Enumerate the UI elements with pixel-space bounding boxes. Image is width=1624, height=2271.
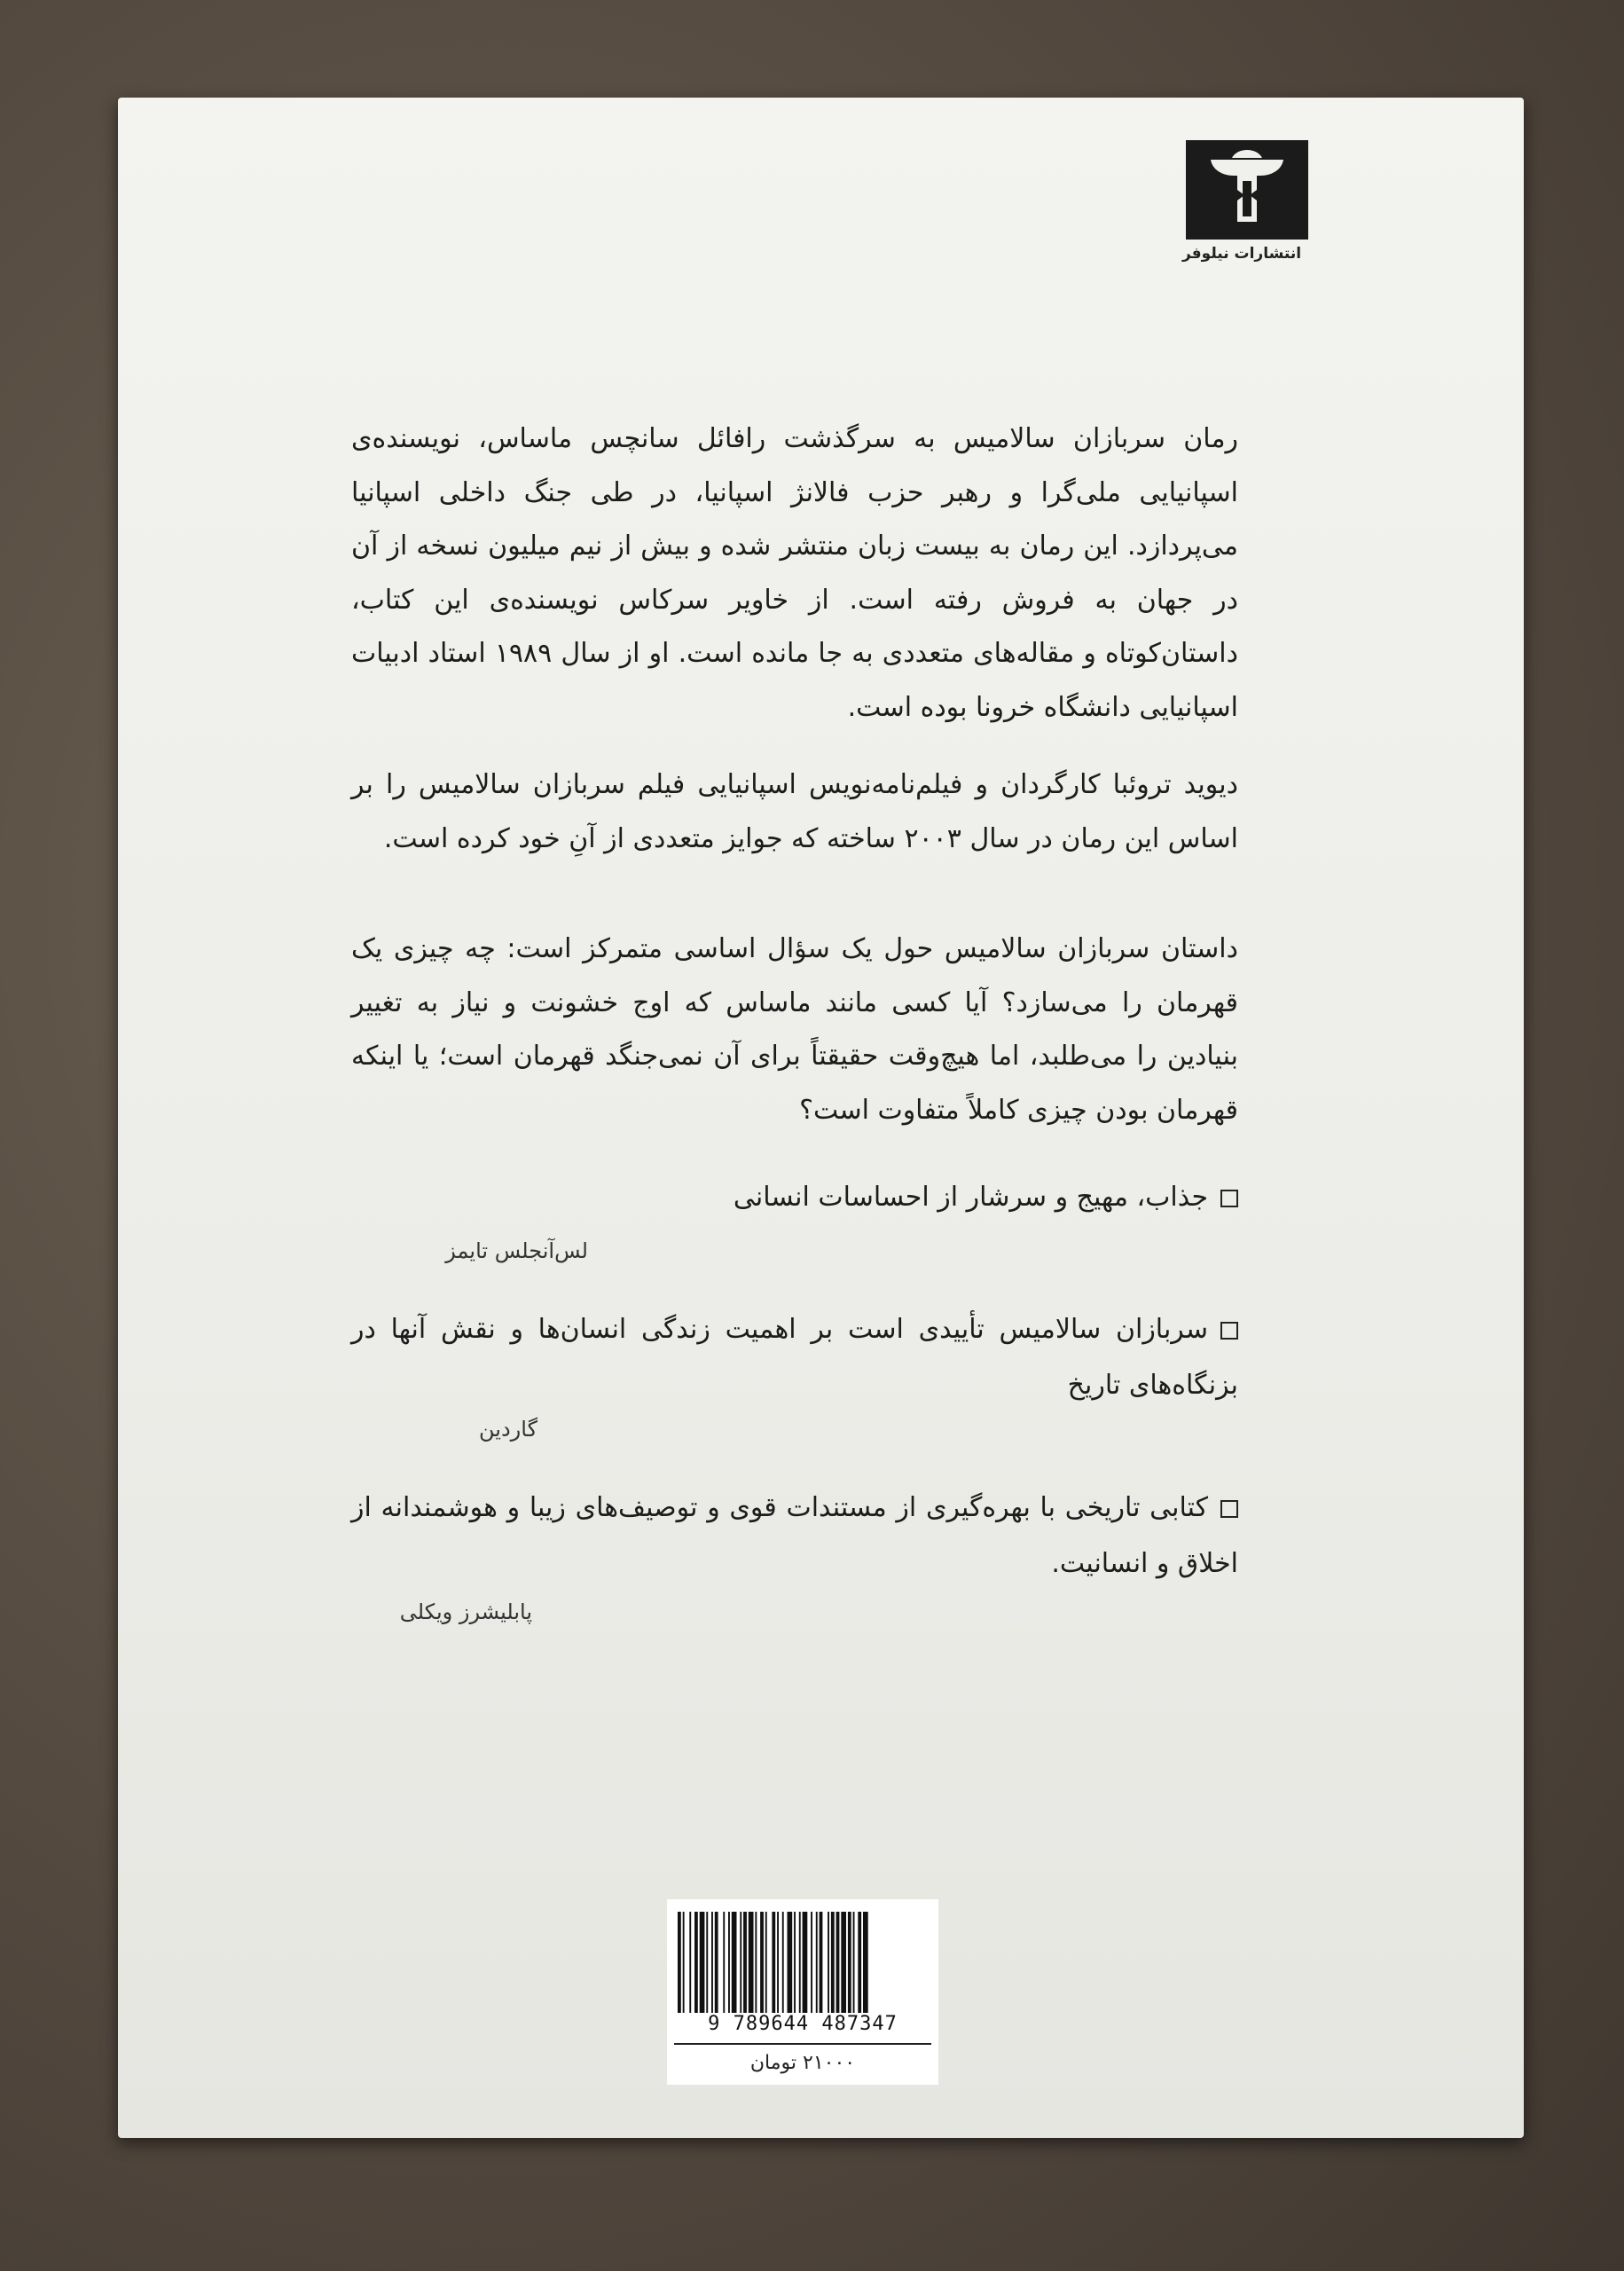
barcode-bar [749,1912,754,2013]
barcode-bar [799,1912,801,2013]
niloufar-logo-icon [1186,140,1308,240]
barcode-bar [828,1912,829,2013]
barcode-bar [863,1912,868,2013]
square-bullet-icon [1220,1500,1238,1518]
barcode-bar [760,1912,764,2013]
barcode-bar [689,1912,691,2013]
barcode-bar [723,1912,725,2013]
barcode-bar [782,1912,784,2013]
review-source: گاردین [479,1417,537,1442]
barcode-bar [848,1912,851,2013]
review-quote [351,1301,1238,1413]
isbn-number: 9 789644 487347 [708,2013,898,2035]
barcode-bar [694,1912,698,2013]
barcode-bar [732,1912,737,2013]
barcode-bar [794,1912,796,2013]
barcode-bar [743,1912,747,2013]
barcode-bar [788,1912,793,2013]
divider [674,2043,931,2045]
barcode-label [667,1899,938,2085]
barcode-bar [772,1912,775,2013]
barcode-bar [777,1912,779,2013]
barcode-bar [711,1912,713,2013]
barcode-icon [674,1912,926,2013]
barcode-bar [816,1912,818,2013]
barcode-bar [755,1912,757,2013]
barcode-bar [853,1912,855,2013]
barcode-bar [858,1912,861,2013]
publisher-name: انتشارات نیلوفر [1181,245,1302,263]
description-paragraph: رمان سربازان سالامیس به سرگذشت رافائل سانچس ماساس، نویسنده‌ی اسپانیایی ملی‌گرا و رهبر حزب فالانژ اسپانیا، در طی جنگ داخلی اسپانیا می‌پردازد. این رمان به بیست زبان منتشر شده و بیش از نیم میلیون نسخه از آن در جهان به فروش رفته است. از خاویر سرکاس نویسنده‌ی این کتاب، داستان‌کوتاه و مقاله‌های متعددی به جا مانده است. او از سال ۱۹۸۹ استاد ادبیات اسپانیایی دانشگاه خرونا بوده است. [351,423,1239,723]
barcode-bar [683,1912,685,2013]
square-bullet-icon [1220,1190,1238,1207]
barcode-bar [700,1912,705,2013]
barcode-bar [715,1912,718,2013]
description-paragraph: داستان سربازان سالامیس حول یک سؤال اساسی متمرکز است: چه چیزی یک قهرمان را می‌سازد؟ آیا کسی مانند ماساس که اوج خشونت و نیاز به تغییر بنیادین را می‌طلبد، اما هیچ‌وقت حقیقتاً برای آن نمی‌جنگد قهرمان است؛ یا اینکه قهرمان بودن چیزی کاملاً متفاوت است؟ [351,933,1238,1126]
review-text: سربازان سالامیس تأییدی است بر اهمیت زندگی انسان‌ها و نقش آنها در بزنگاه‌های تاریخ [351,1314,1238,1401]
barcode-bar [803,1912,808,2013]
review-quote [351,1480,1238,1591]
barcode-bar [811,1912,812,2013]
review-quote [351,1169,1238,1225]
barcode-bar [678,1912,681,2013]
barcode-bar [740,1912,741,2013]
barcode-bar [820,1912,823,2013]
logo-mark [1186,140,1308,240]
barcode-bar [831,1912,835,2013]
review-source: پابلیشرز ویکلی [399,1599,532,1624]
barcode-bar [836,1912,840,2013]
description-paragraph: دیوید تروئبا کارگردان و فیلم‌نامه‌نویس اسپانیایی فیلم سربازان سالامیس را بر اساس این رمان در سال ۲۰۰۳ ساخته که جوایز متعددی از آنِ خود کرده است. [351,769,1238,854]
review-text: جذاب، مهیج و سرشار از احساسات انسانی [733,1182,1208,1213]
square-bullet-icon [1220,1322,1238,1340]
barcode-bar [706,1912,708,2013]
review-source: لس‌آنجلس تایمز [445,1238,588,1263]
barcode-bar [841,1912,846,2013]
barcode-bar [765,1912,767,2013]
barcode-bar [728,1912,730,2013]
review-text: کتابی تاریخی با بهره‌گیری از مستندات قوی و توصیف‌های زیبا و هوشمندانه از اخلاق و انسانیت. [351,1492,1238,1579]
price-label: ۲۱۰۰۰ تومان [749,2052,856,2074]
